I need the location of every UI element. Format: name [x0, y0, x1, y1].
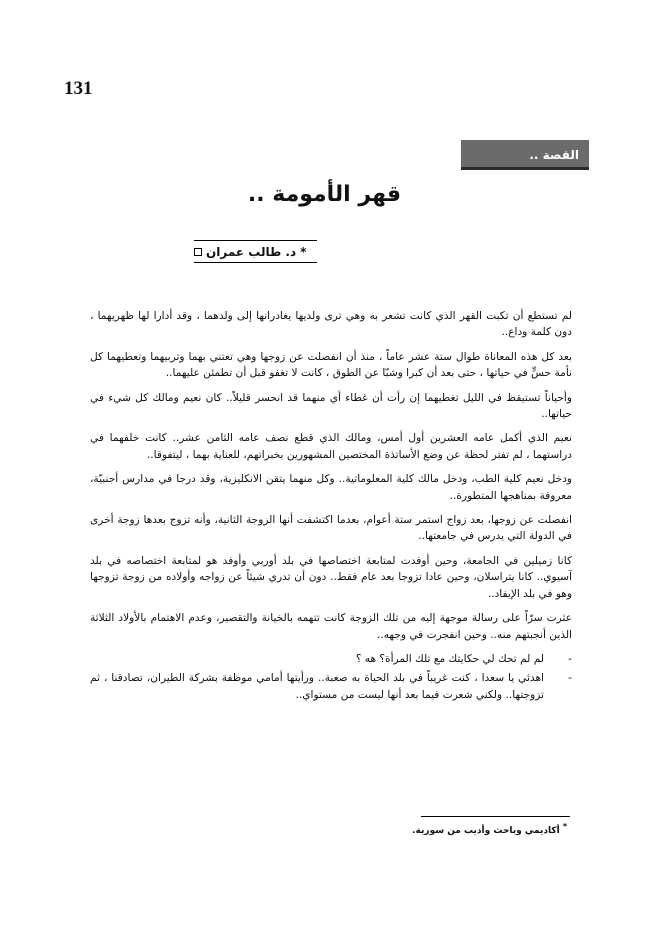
article-body: [90, 308, 572, 706]
paragraph: كانا زميلين في الجامعة، وحين أوفدت لمتابعة اختصاصها في بلد أوربي وأوفد هو لمتابعة اختصاصه في بلد آسيوي.. كانا يتراسلان، وحين عادا تزوجا بعد عام فقط.. دون أن تدري شيئاً عن زواجه وأولاده من زوجة تزوجها وهو في بلد الإيفاد..: [90, 554, 572, 600]
page-number: 131: [64, 78, 93, 99]
dialogue-dash: -: [568, 652, 572, 665]
author-byline: [194, 240, 317, 263]
author-footnote-marker: *: [300, 244, 307, 259]
footnote-text: أكاديمي وباحث وأديب من سورية.: [412, 826, 560, 836]
paragraph: نعيم الذي أكمل عامه العشرين أول أمس، ومالك الذي قطع نصف عامه الثامن عشر.. كانت خلفهما في دراستهما ، لم تفتر لحظة عن وضع الأساتذة المختصين المشهورين بخبراتهم، للعناية بهما ، ليتفوقا..: [90, 432, 572, 461]
article-title: قهر الأمومة ..: [247, 182, 401, 207]
dialogue-text: لم لم تحك لي حكايتك مع تلك المرأة؟ هه ؟: [355, 652, 544, 665]
paragraph: وأحياناً تستيقظ في الليل تغطيهما إن رأت أن غطاء أي منهما قد انحسر قليلاً.. كان نعيم ومالك كل شيء في حياتها..: [90, 391, 572, 421]
dialogue-text: اهدئي يا سعدا ، كنت غريباً في بلد الحياة به صعبة.. ورأيتها أمامي موظفة بشركة الطيران، تصادقنا ، ثم تزوجتها.. ولكني شعرت فيما بعد أنها ليست من مستواي..: [90, 672, 544, 701]
square-bullet-icon: [194, 248, 202, 256]
footnote: [412, 822, 567, 836]
footnote-divider: [421, 816, 570, 817]
paragraph: لم تستطع أن تكبت القهر الذي كانت تشعر به وهي ترى ولديها يغادرانها إلى ولدهما ، وقد أدارا لها ظهريهما ، دون كلمة وداع..: [90, 310, 572, 339]
section-label: القصة ..: [529, 148, 579, 162]
paragraph: انفصلت عن زوجها، بعد زواج استمر ستة أعوام، بعدما اكتشفت أنها الزوجة الثانية، وأنه تزوج بعدها زوجة أخرى في الدولة التي يدرس في جامعتها..: [90, 514, 572, 543]
paragraph: بعد كل هذه المعاناة طوال ستة عشر عاماً ، منذ أن انفصلت عن زوجها وهي تعتني بهما وتربيهما وتعطيهما كل نأمة حسٍّ في حياتها ، حتى بعد أن كبرا وشبّا عن الطوق ، كانت لا تغفو قبل أن تطمئن عليهما..: [90, 350, 572, 380]
footnote-marker: *: [562, 822, 567, 831]
paragraph: ودخل نعيم كلية الطب، ودخل مالك كلية المعلوماتية.. وكل منهما يتقن الانكليزية، وقد درجا في مدارس أجنبيّة، معروفة بمناهجها المتطورة..: [90, 473, 572, 502]
paragraph: عثرت سرّاً على رسالة موجهة إليه من تلك الزوجة كانت تتهمه بالخيانة والتقصير، وعدم الاهتمام بالأولاد الثلاثة الذين أنجبتهم منه.. وحين انفجرت في وجهه..: [90, 612, 572, 641]
dialogue-dash: -: [568, 672, 572, 685]
section-tab: [461, 140, 589, 170]
author-name: د. طالب عمران: [206, 244, 297, 259]
dialogue-line: [90, 670, 572, 703]
dialogue-line: [90, 651, 572, 667]
